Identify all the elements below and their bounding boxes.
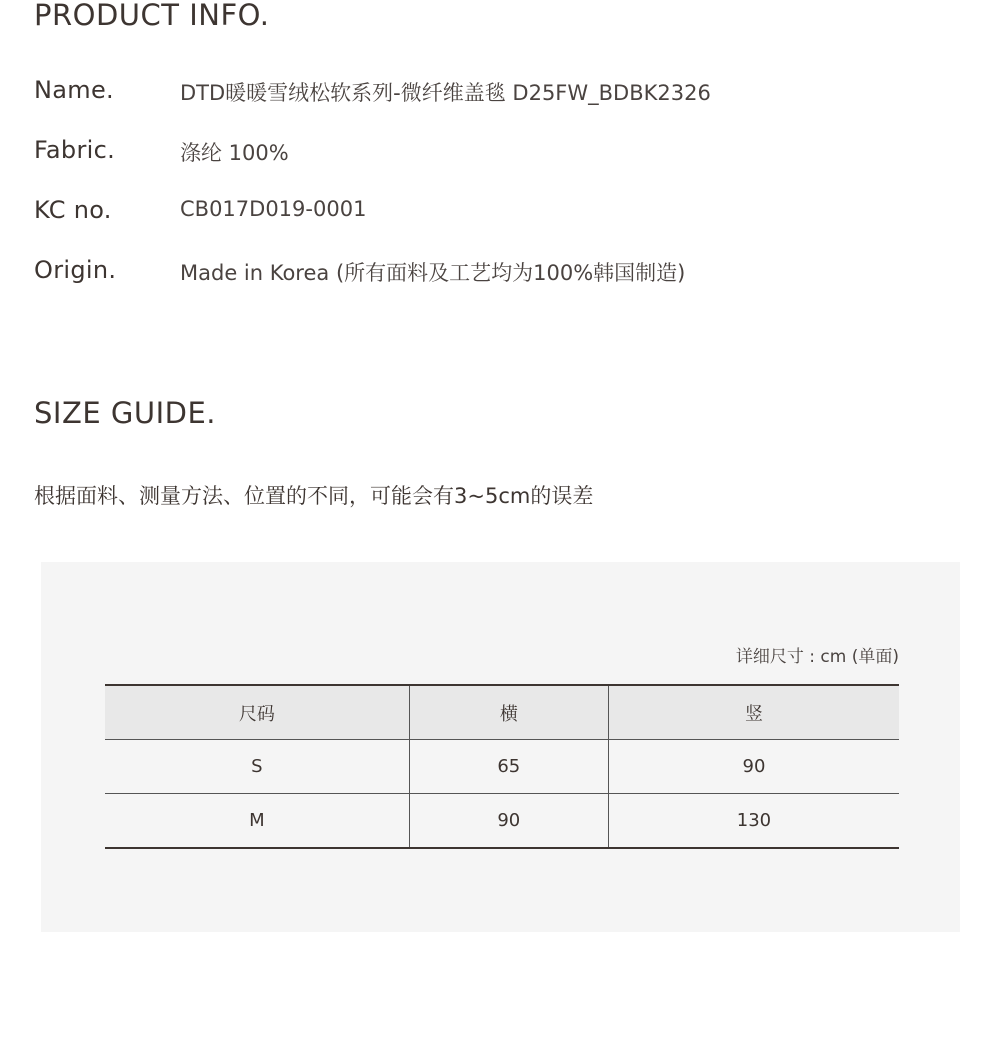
name-value: DTD暖暖雪绒松软系列-微纤维盖毯 D25FW_BDBK2326 [180, 81, 711, 105]
cell-width: 65 [409, 740, 608, 794]
cell-size: S [251, 756, 263, 777]
size-guide-title: SIZE GUIDE. [34, 396, 216, 430]
size-table-panel [41, 562, 960, 932]
table-row [105, 740, 899, 794]
size-table-header-row [105, 685, 899, 740]
size-guide-note: 根据面料、测量方法、位置的不同，可能会有3~5cm的误差 [34, 484, 594, 508]
origin-label: Origin. [34, 256, 117, 284]
kc-no-value: CB017D019-0001 [180, 197, 367, 221]
cell-length: 130 [608, 794, 899, 849]
table-row [105, 794, 899, 849]
info-row-kc-no [34, 196, 934, 236]
cell-width: 90 [409, 794, 608, 849]
info-row-fabric [34, 136, 934, 176]
header-length: 竖 [608, 685, 899, 740]
product-info-title: PRODUCT INFO. [34, 0, 270, 32]
cell-length: 90 [608, 740, 899, 794]
kc-no-label: KC no. [34, 196, 112, 224]
origin-value: Made in Korea (所有面料及工艺均为100%韩国制造) [180, 261, 686, 285]
info-row-name [34, 76, 934, 116]
fabric-label: Fabric. [34, 136, 116, 164]
size-table [105, 684, 899, 849]
name-label: Name. [34, 76, 114, 104]
info-row-origin [34, 256, 934, 296]
fabric-value: 涤纶 100% [180, 141, 289, 165]
header-width: 横 [409, 685, 608, 740]
unit-note: 详细尺寸 : cm (单面) [735, 647, 899, 667]
header-size: 尺码 [105, 685, 409, 740]
cell-size: M [249, 810, 265, 831]
